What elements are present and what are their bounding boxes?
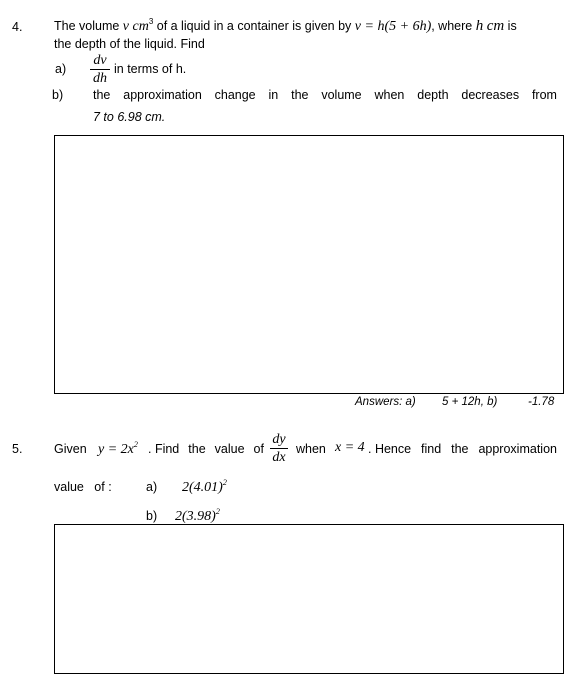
answer-box-5[interactable] xyxy=(54,524,564,674)
x-equals: x = 4 xyxy=(335,440,365,455)
when-word: when xyxy=(296,442,326,456)
question-4-line-1: The volume v $cm^3$ of a liquid in a container is given by v = h(5 + 6h), where h cm is xyxy=(54,17,517,34)
part-b-label: b) xyxy=(52,88,64,102)
given-word: Given xyxy=(54,442,87,456)
part-a-text: in terms of h. xyxy=(114,62,187,76)
dv-dh-fraction: dv dh xyxy=(90,53,110,86)
q5-part-a-expression: $2(4.01)^2$ xyxy=(182,478,227,495)
question-5-number: 5. xyxy=(12,442,23,456)
question-4-number: 4. xyxy=(12,20,23,34)
answers-label: Answers: a) xyxy=(355,396,416,408)
y-formula: $y = 2x^2$ xyxy=(98,440,138,457)
answer-a: 5 + 12h, b) xyxy=(442,396,498,408)
q5-part-b-label: b) xyxy=(146,509,158,523)
part-b-line-1: the approximation change in the volume when depth decreases from xyxy=(93,88,557,102)
find-value-of: . Find the value of xyxy=(148,442,264,456)
part-a-label: a) xyxy=(55,62,67,76)
dy-dx-fraction: dy dx xyxy=(270,432,288,465)
question-4-line-2: the depth of the liquid. Find xyxy=(54,37,205,51)
answer-box-4[interactable] xyxy=(54,135,564,394)
q5-part-b-expression: $2(3.98)^2$ xyxy=(175,507,220,524)
q5-part-a-label: a) xyxy=(146,480,158,494)
value-of-label: value of : xyxy=(54,480,112,494)
answer-b: -1.78 xyxy=(528,396,555,408)
hence-find: . Hence find the approximation xyxy=(368,442,557,456)
part-b-line-2: 7 to 6.98 cm. xyxy=(93,110,166,124)
